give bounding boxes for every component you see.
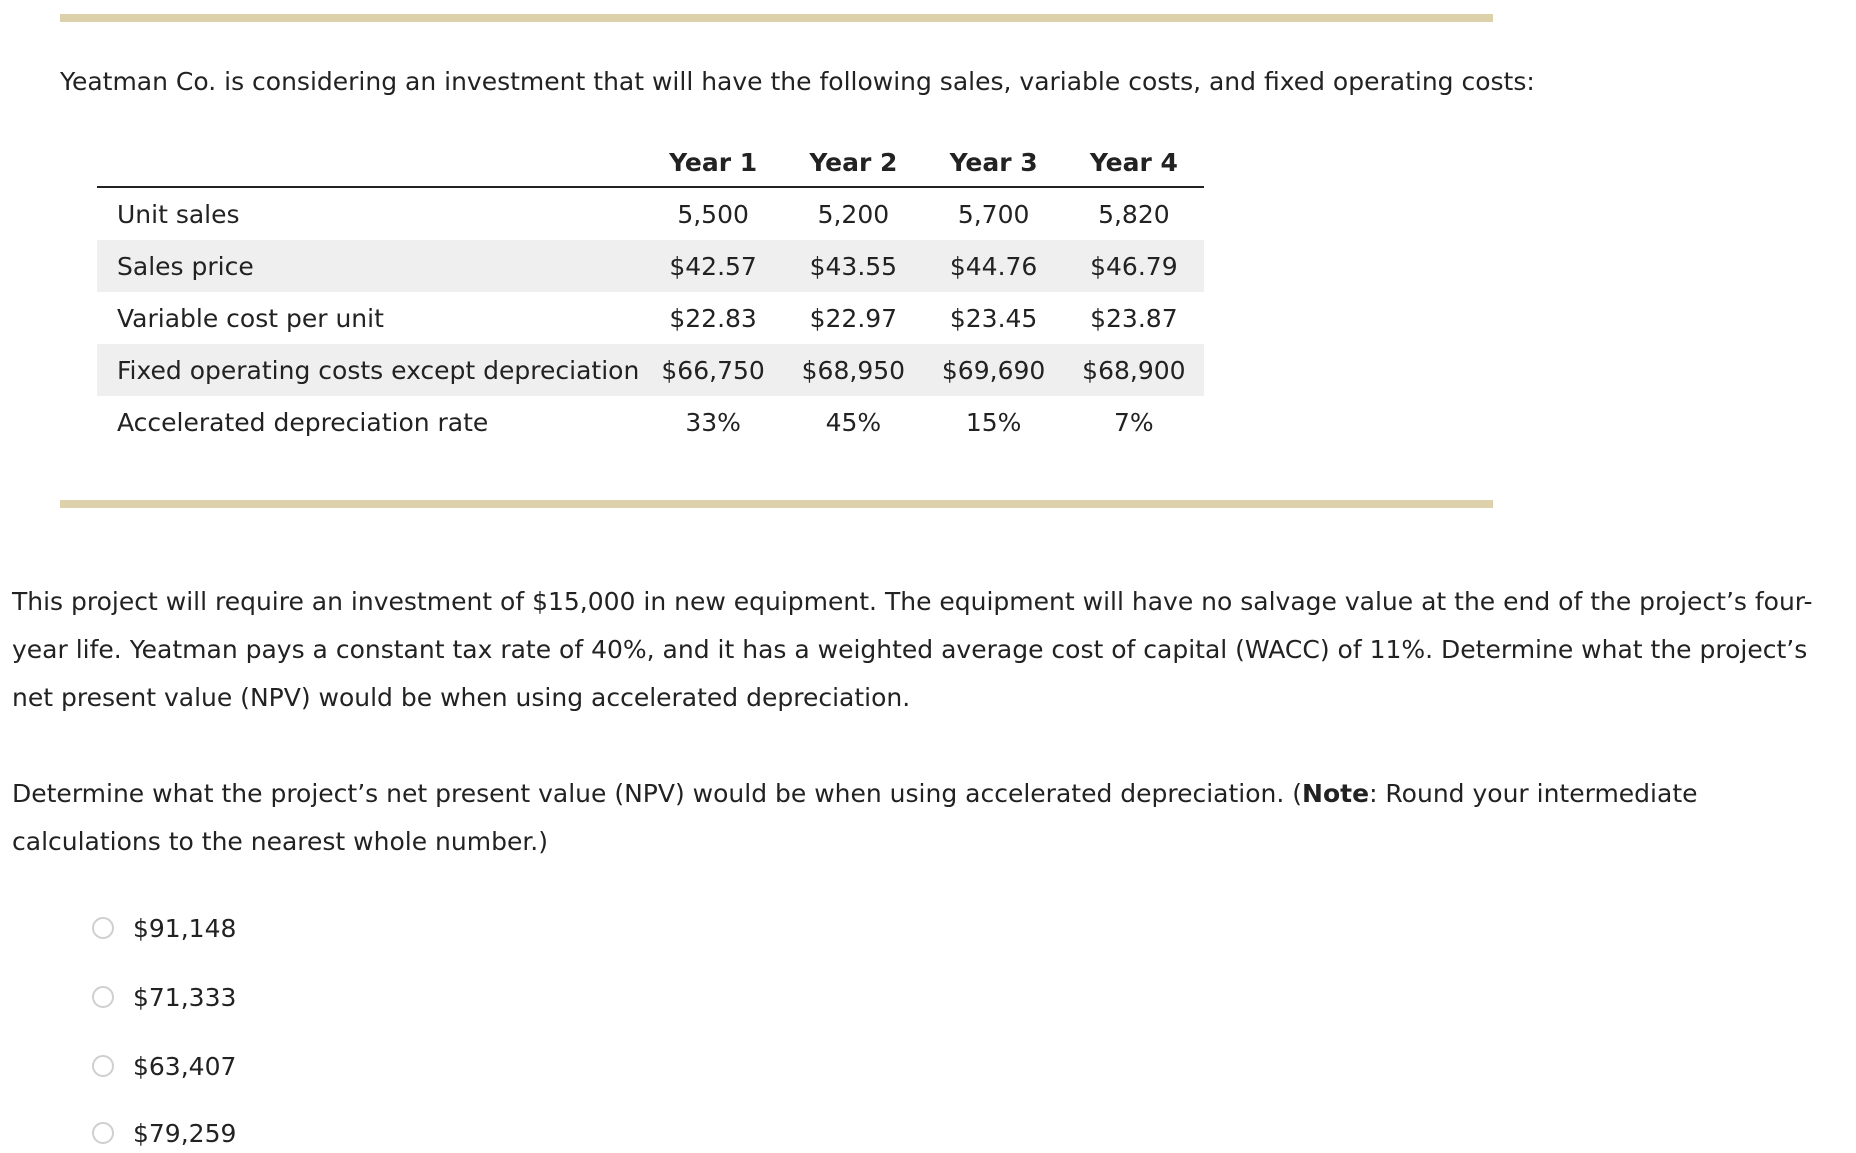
option-label: $91,148 xyxy=(133,913,237,943)
table-row-unit-sales xyxy=(97,187,1204,240)
question-suffix: : Round your intermediate calculations to the nearest whole number.) xyxy=(12,779,1698,856)
question-text xyxy=(12,770,1842,866)
table-cell: $22.83 xyxy=(669,303,757,333)
radio-button[interactable] xyxy=(92,1055,114,1077)
table-cell: $44.76 xyxy=(923,240,1063,292)
answer-option-2[interactable] xyxy=(92,977,236,1017)
table-cell: $66,750 xyxy=(643,344,783,396)
table-cell: 33% xyxy=(685,407,741,437)
table-cell: $68,950 xyxy=(783,344,923,396)
row-label: Sales price xyxy=(97,240,643,292)
table-row-sales-price xyxy=(97,240,1204,292)
answer-option-4[interactable] xyxy=(92,1113,236,1153)
table-row-fixed-costs xyxy=(97,344,1204,396)
table-cell: $22.97 xyxy=(809,303,898,333)
table-cell: 5,500 xyxy=(677,199,749,229)
header-year-2: Year 2 xyxy=(783,138,923,187)
answer-option-3[interactable] xyxy=(92,1046,236,1086)
table-cell: 5,820 xyxy=(1098,199,1170,229)
intro-text: Yeatman Co. is considering an investment that will have the following sales, variable costs, and fixed operating costs: xyxy=(60,67,1535,96)
bottom-divider xyxy=(60,500,1493,508)
table-row-depreciation-rate xyxy=(97,396,1204,448)
table-row-variable-cost xyxy=(97,292,1204,344)
table-cell: 45% xyxy=(825,407,882,437)
header-label-cell xyxy=(97,138,643,187)
table-cell: 7% xyxy=(1114,407,1154,437)
table-cell: $46.79 xyxy=(1064,240,1204,292)
row-label: Variable cost per unit xyxy=(117,303,384,333)
header-year-1: Year 1 xyxy=(643,138,783,187)
radio-button[interactable] xyxy=(92,917,114,939)
table-cell: $68,900 xyxy=(1064,344,1204,396)
table-cell: $69,690 xyxy=(923,344,1063,396)
table-cell: 5,200 xyxy=(817,199,890,229)
question-prefix: Determine what the project’s net present value (NPV) would be when using accelerated depreciation. ( xyxy=(12,779,1303,808)
top-divider xyxy=(60,14,1493,22)
row-label: Fixed operating costs except depreciation xyxy=(97,344,643,396)
radio-button[interactable] xyxy=(92,1122,114,1144)
row-label: Accelerated depreciation rate xyxy=(117,407,489,437)
option-label: $71,333 xyxy=(133,982,237,1012)
table-cell: 15% xyxy=(965,407,1022,437)
answer-option-1[interactable] xyxy=(92,908,236,948)
table-cell: 5,700 xyxy=(957,199,1030,229)
header-year-4: Year 4 xyxy=(1064,138,1204,187)
table-cell: $43.55 xyxy=(783,240,923,292)
header-year-3: Year 3 xyxy=(923,138,1063,187)
table-cell: $23.45 xyxy=(949,303,1038,333)
row-label: Unit sales xyxy=(117,199,240,229)
note-label: Note xyxy=(1302,779,1370,808)
option-label: $79,259 xyxy=(133,1118,237,1148)
option-label: $63,407 xyxy=(133,1051,237,1081)
project-description: This project will require an investment of $15,000 in new equipment. The equipment will have no salvage value at the end of the project’s four-year life. Yeatman pays a constant tax rate of 40%, and it has a weighted average cost of capital (WACC) of 11%. Determine what the project’s net present value (NPV) would be when using accelerated depreciation. xyxy=(12,587,1813,712)
table-header-row xyxy=(97,138,1204,187)
table-cell: $42.57 xyxy=(643,240,783,292)
table-cell: $23.87 xyxy=(1090,303,1178,333)
data-table xyxy=(97,138,1204,448)
radio-button[interactable] xyxy=(92,986,114,1008)
